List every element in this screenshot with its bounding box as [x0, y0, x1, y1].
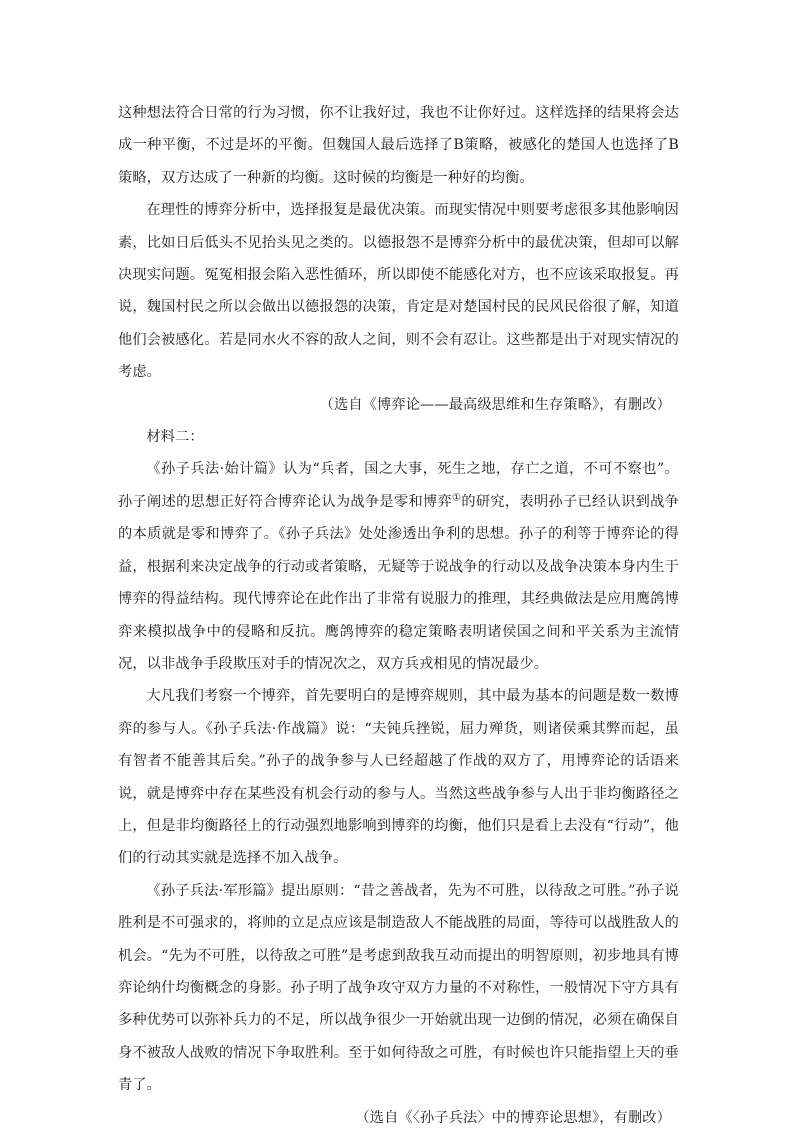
material-two-heading: 材料二： — [146, 429, 204, 446]
material-two-paragraph-1 — [118, 453, 679, 680]
material-two-source: （选自《〈孙子兵法〉中的博弈论思想》，有删改） — [355, 1109, 671, 1126]
paragraph-text: 的研究，表明孙子已经认识到战争的本质就是零和博弈了。《孙子兵法》处处渗透出争利的思想。孙子的利等于博弈论的得益，根据利来决定战争的行动或者策略，无疑等于说战争的行动以及战争决策本身内生于博弈的得益结构。现代博弈论在此作出了非常有说服力的推理，其经典做法是应用鹰鸽博弈来模拟战争中的侵略和反抗。鹰鸽博弈的稳定策略表明诸侯国之间和平关系为主流情况，以非战争手段欺压对手的情况次之，双方兵戎相见的情况最少。 — [118, 493, 679, 672]
document-page — [118, 97, 679, 1134]
material-two-paragraph-3: 《孙子兵法·军形篇》提出原则：“昔之善战者，先为不可胜，以待敌之可胜。”孙子说胜利是不可强求的，将帅的立足点应该是制造敌人不能战胜的局面，等待可以战胜敌人的机会。“先为不可胜，以待敌之可胜”是考虑到敌我互动而提出的明智原则，初步地具有博弈论纳什均衡概念的身影。孙子明了战争攻守双方力量的不对称性，一般情况下守方具有多种优势可以弥补兵力的不足，所以战争很少一开始就出现一边倒的情况，必须在确保自身不被敌人战败的情况下争取胜利。至于如何待敌之可胜，有时候也许只能指望上天的垂青了。 — [118, 882, 679, 1094]
paragraph-text: 《孙子兵法·始计篇》认为“兵者，国之大事，死生之地，存亡之道，不可不察也”。孙子阐述的思想正好符合博弈论认为战争是零和博弈 — [118, 461, 679, 510]
footnote-marker: ① — [452, 492, 462, 504]
material-one-paragraph-1: 这种想法符合日常的行为习惯，你不让我好过，我也不让你好过。这样选择的结果将会达成一种平衡，不过是坏的平衡。但魏国人最后选择了B策略，被感化的楚国人也选择了B策略，双方达成了一种新的均衡。这时候的均衡是一种好的均衡。 — [118, 105, 679, 186]
material-two-paragraph-2: 大凡我们考察一个博弈，首先要明白的是博弈规则，其中最为基本的问题是数一数博弈的参与人。《孙子兵法·作战篇》说：“夫钝兵挫锐，屈力殚货，则诸侯乘其弊而起，虽有智者不能善其后矣。”孙子的战争参与人已经超越了作战的双方了，用博弈论的话语来说，就是博弈中存在某些没有机会行动的参与人。当然这些战争参与人出于非均衡路径之上，但是非均衡路径上的行动强烈地影响到博弈的均衡，他们只是看上去没有“行动”，他们的行动其实就是选择不加入战争。 — [118, 688, 679, 867]
material-one-source: （选自《博弈论——最高级思维和生存策略》，有删改） — [319, 396, 671, 413]
material-one-paragraph-2: 在理性的博弈分析中，选择报复是最优决策。而现实情况中则要考虑很多其他影响因素，比如日后低头不见抬头见之类的。以德报怨不是博弈分析中的最优决策，但却可以解决现实问题。冤冤相报会陷入恶性循环，所以即使不能感化对方，也不应该采取报复。再说，魏国村民之所以会做出以德报怨的决策，肯定是对楚国村民的民风民俗很了解，知道他们会被感化。若是同水火不容的敌人之间，则不会有忍让。这些都是出于对现实情况的考虑。 — [118, 202, 679, 381]
